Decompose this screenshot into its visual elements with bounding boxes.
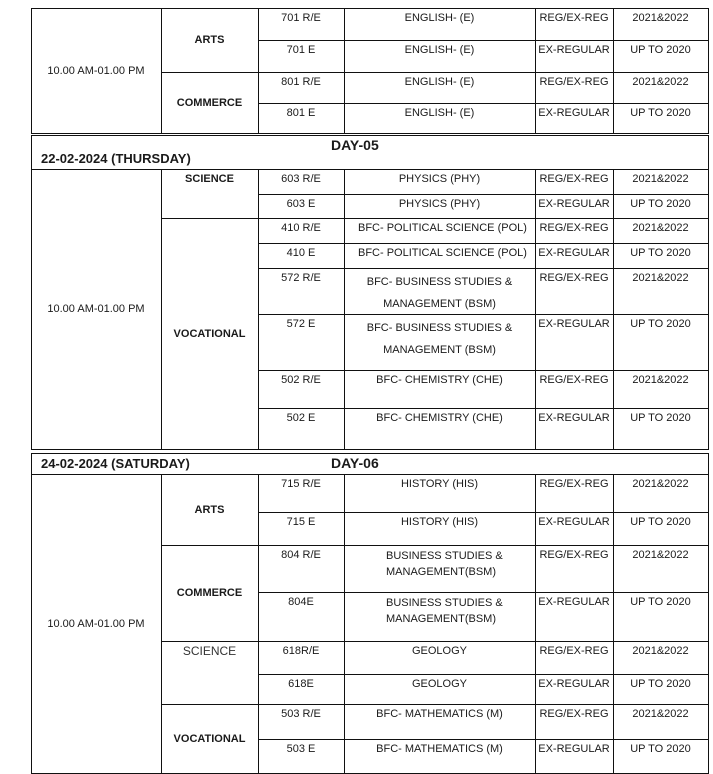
candidate-type: EX-REGULAR — [538, 247, 610, 259]
stream-label: ARTS — [194, 34, 225, 46]
batch-years: 2021&2022 — [632, 708, 689, 720]
batch-years: UP TO 2020 — [630, 107, 691, 119]
candidate-type: REG/EX-REG — [539, 12, 609, 24]
candidate-type: REG/EX-REG — [539, 222, 609, 234]
subject-name: BUSINESS STUDIES & MANAGEMENT(BSM) — [386, 550, 503, 578]
subject-code: 502 E — [286, 412, 316, 424]
batch-years: 2021&2022 — [632, 645, 689, 657]
subject-code: 715 R/E — [281, 478, 321, 490]
batch-years: UP TO 2020 — [630, 44, 691, 56]
candidate-type: EX-REGULAR — [538, 516, 610, 528]
batch-years: 2021&2022 — [632, 374, 689, 386]
candidate-type: EX-REGULAR — [538, 44, 610, 56]
subject-code: 701 E — [286, 44, 316, 56]
subject-name: GEOLOGY — [411, 678, 468, 690]
subject-code: 801 E — [286, 107, 316, 119]
candidate-type: EX-REGULAR — [538, 198, 610, 210]
batch-years: UP TO 2020 — [630, 516, 691, 528]
subject-name: BFC- POLITICAL SCIENCE (POL) — [358, 222, 527, 234]
subject-name: BFC- POLITICAL SCIENCE (POL) — [358, 247, 527, 259]
subject-name: HISTORY (HIS) — [400, 478, 479, 490]
candidate-type: REG/EX-REG — [539, 374, 609, 386]
candidate-type: REG/EX-REG — [539, 645, 609, 657]
subject-name: PHYSICS (PHY) — [398, 198, 481, 210]
candidate-type: EX-REGULAR — [538, 318, 610, 330]
stream-label: COMMERCE — [176, 587, 243, 599]
batch-years: UP TO 2020 — [630, 596, 691, 608]
exam-date: 22-02-2024 (THURSDAY) — [41, 151, 191, 166]
stream-label: SCIENCE — [182, 644, 237, 658]
stream-label: SCIENCE — [185, 173, 234, 185]
candidate-type: REG/EX-REG — [539, 272, 609, 284]
batch-years: UP TO 2020 — [630, 318, 691, 330]
exam-day-number: DAY-06 — [331, 455, 379, 471]
batch-years: 2021&2022 — [632, 173, 689, 185]
subject-code: 603 R/E — [281, 173, 321, 185]
subject-code: 503 E — [286, 743, 316, 755]
subject-code: 410 E — [286, 247, 316, 259]
subject-name: ENGLISH- (E) — [404, 44, 475, 56]
candidate-type: EX-REGULAR — [538, 596, 610, 608]
stream-label: VOCATIONAL — [173, 732, 246, 745]
subject-name: BFC- BUSINESS STUDIES & MANAGEMENT (BSM) — [366, 276, 513, 310]
stream-label: COMMERCE — [176, 96, 243, 109]
subject-code: 572 R/E — [281, 272, 321, 284]
exam-day-number: DAY-05 — [331, 137, 379, 153]
subject-name: BFC- MATHEMATICS (M) — [376, 708, 503, 720]
subject-code: 701 R/E — [281, 12, 321, 24]
subject-code: 410 R/E — [281, 222, 321, 234]
batch-years: 2021&2022 — [632, 478, 689, 490]
batch-years: 2021&2022 — [632, 76, 689, 88]
batch-years: 2021&2022 — [632, 272, 689, 284]
batch-years: 2021&2022 — [632, 222, 689, 234]
subject-name: BFC- MATHEMATICS (M) — [376, 743, 503, 755]
candidate-type: EX-REGULAR — [538, 107, 610, 119]
stream-label: VOCATIONAL — [173, 327, 246, 340]
subject-code: 618R/E — [282, 645, 320, 657]
subject-code: 603 E — [286, 198, 316, 210]
subject-name: BFC- CHEMISTRY (CHE) — [376, 374, 503, 386]
subject-name: ENGLISH- (E) — [404, 12, 475, 24]
exam-time: 10.00 AM-01.00 PM — [47, 617, 145, 630]
subject-code: 715 E — [286, 516, 316, 528]
subject-name: HISTORY (HIS) — [400, 516, 479, 528]
candidate-type: REG/EX-REG — [539, 708, 609, 720]
subject-name: PHYSICS (PHY) — [398, 173, 481, 185]
batch-years: UP TO 2020 — [630, 412, 691, 424]
subject-code: 502 R/E — [281, 374, 321, 386]
batch-years: UP TO 2020 — [630, 678, 691, 690]
exam-date: 24-02-2024 (SATURDAY) — [41, 456, 190, 471]
stream-label: ARTS — [194, 503, 225, 516]
exam-time: 10.00 AM-01.00 PM — [47, 303, 145, 315]
batch-years: UP TO 2020 — [630, 743, 691, 755]
batch-years: UP TO 2020 — [630, 198, 691, 210]
subject-name: ENGLISH- (E) — [404, 76, 475, 88]
candidate-type: EX-REGULAR — [538, 743, 610, 755]
batch-years: UP TO 2020 — [630, 247, 691, 259]
batch-years: 2021&2022 — [632, 549, 689, 561]
exam-time: 10.00 AM-01.00 PM — [47, 64, 145, 77]
subject-name: ENGLISH- (E) — [404, 107, 475, 119]
subject-code: 804 R/E — [281, 549, 321, 561]
batch-years: 2021&2022 — [632, 12, 689, 24]
subject-name: GEOLOGY — [411, 645, 468, 657]
subject-code: 804E — [288, 596, 314, 608]
candidate-type: REG/EX-REG — [539, 173, 609, 185]
candidate-type: REG/EX-REG — [539, 549, 609, 561]
subject-name: BUSINESS STUDIES & MANAGEMENT(BSM) — [386, 597, 503, 625]
subject-code: 503 R/E — [281, 708, 321, 720]
subject-code: 618E — [288, 678, 314, 690]
candidate-type: EX-REGULAR — [538, 412, 610, 424]
subject-code: 572 E — [286, 318, 316, 330]
subject-name: BFC- CHEMISTRY (CHE) — [376, 412, 503, 424]
subject-name: BFC- BUSINESS STUDIES & MANAGEMENT (BSM) — [366, 322, 513, 356]
candidate-type: REG/EX-REG — [539, 478, 609, 490]
subject-code: 801 R/E — [281, 76, 321, 88]
candidate-type: REG/EX-REG — [539, 76, 609, 88]
candidate-type: EX-REGULAR — [538, 678, 610, 690]
